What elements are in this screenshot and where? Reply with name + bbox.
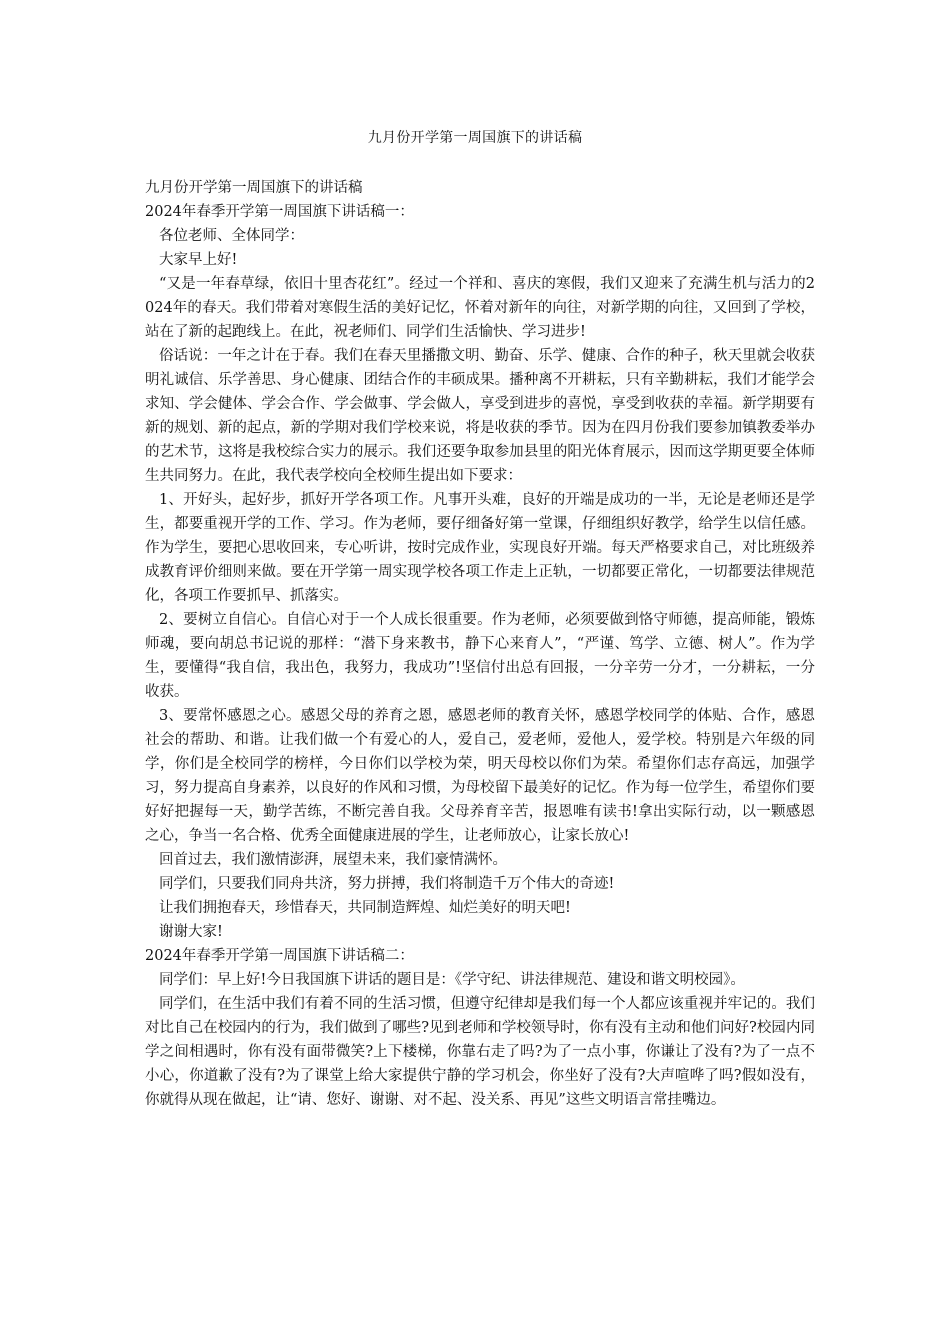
paragraph: 回首过去，我们激情澎湃，展望未来，我们豪情满怀。 <box>159 852 507 868</box>
paragraph: 1、开好头，起好步，抓好开学各项工作。凡事开头难，良好的开端是成功的一半，无论是老师还是学生，都要重视开学的工作、学习。作为老师，要仔细备好第一堂课，仔细组织好教学，给学生以信任感。作为学生，要把心思收回来，专心听讲，按时完成作业，实现良好开端。每天严格要求自己，对比班级养成教育评价细则来做。要在开学第一周实现学校各项工作走上正轨，一切都要正常化，一切都要法律规范化，各项工作要抓早、抓落实。 <box>145 492 815 604</box>
paragraph: 九月份开学第一周国旗下的讲话稿 <box>145 180 363 196</box>
paragraph: 同学们，只要我们同舟共济，努力拼搏，我们将制造千万个伟大的奇迹! <box>159 876 615 892</box>
paragraph: 大家早上好! <box>159 252 238 268</box>
paragraph: 同学们，在生活中我们有着不同的生活习惯，但遵守纪律却是我们每一个人都应该重视并牢记的。我们对比自己在校园内的行为，我们做到了哪些?见到老师和学校领导时，你有没有主动和他们问好?校园内同学之间相遇时，你有没有面带微笑?上下楼梯，你靠右走了吗?为了一点小事，你谦让了没有?为了一点不小心，你道歉了没有?为了课堂上给大家提供宁静的学习机会，你坐好了没有?大声喧哗了吗?假如没有，你就得从现在做起，让“请、您好、谢谢、对不起、没关系、再见”这些文明语言常挂嘴边。 <box>145 996 815 1108</box>
document-title: 九月份开学第一周国旗下的讲话稿 <box>367 130 583 146</box>
document-body <box>145 176 815 1112</box>
paragraph: 2024年春季开学第一周国旗下讲话稿一： <box>145 204 414 220</box>
paragraph: 各位老师、全体同学： <box>159 228 304 244</box>
paragraph: 2024年春季开学第一周国旗下讲话稿二： <box>145 948 414 964</box>
paragraph: 3、要常怀感恩之心。感恩父母的养育之恩，感恩老师的教育关怀，感恩学校同学的体贴、合作，感恩社会的帮助、和谐。让我们做一个有爱心的人，爱自己，爱老师，爱他人，爱学校。特别是六年级的同学，你们是全校同学的榜样，今日你们以学校为荣，明天母校以你们为荣。希望你们志存高远，加强学习，努力提高自身素养，以良好的作风和习惯，为母校留下最美好的记忆。作为每一位学生，希望你们要好好把握每一天，勤学苦练，不断完善自我。父母养育辛苦，报恩唯有读书!拿出实际行动，以一颗感恩之心，争当一名合格、优秀全面健康进展的学生，让老师放心，让家长放心! <box>145 708 815 844</box>
paragraph: 谢谢大家! <box>159 924 223 940</box>
paragraph: 同学们：早上好!今日我国旗下讲话的题目是：《学守纪、讲法律规范、建设和谐文明校园》。 <box>159 972 745 988</box>
paragraph: 让我们拥抱春天，珍惜春天，共同制造辉煌、灿烂美好的明天吧! <box>159 900 571 916</box>
paragraph: 俗话说：一年之计在于春。我们在春天里播撒文明、勤奋、乐学、健康、合作的种子，秋天里就会收获明礼诚信、乐学善思、身心健康、团结合作的丰硕成果。播种离不开耕耘，只有辛勤耕耘，我们才能学会求知、学会健体、学会合作、学会做事、学会做人，享受到进步的喜悦，享受到收获的幸福。新学期要有新的规划、新的起点，新的学期对我们学校来说，将是收获的季节。因为在四月份我们要参加镇教委举办的艺术节，这将是我校综合实力的展示。我们还要争取参加县里的阳光体育展示，因而这学期更要全体师生共同努力。在此，我代表学校向全校师生提出如下要求： <box>145 348 815 484</box>
paragraph: 2、要树立自信心。自信心对于一个人成长很重要。作为老师，必须要做到恪守师德，提高师能，锻炼师魂，要向胡总书记说的那样：“潜下身来教书，静下心来育人”，“严谨、笃学、立德、树人”。作为学生，要懂得“我自信，我出色，我努力，我成功”!坚信付出总有回报，一分辛劳一分才，一分耕耘，一分收获。 <box>145 612 815 700</box>
paragraph: “又是一年春草绿，依旧十里杏花红”。经过一个祥和、喜庆的寒假，我们又迎来了充满生机与活力的2024年的春天。我们带着对寒假生活的美好记忆，怀着对新年的向往，对新学期的向往，又回到了学校，站在了新的起跑线上。在此，祝老师们、同学们生活愉快、学习进步! <box>145 276 815 340</box>
